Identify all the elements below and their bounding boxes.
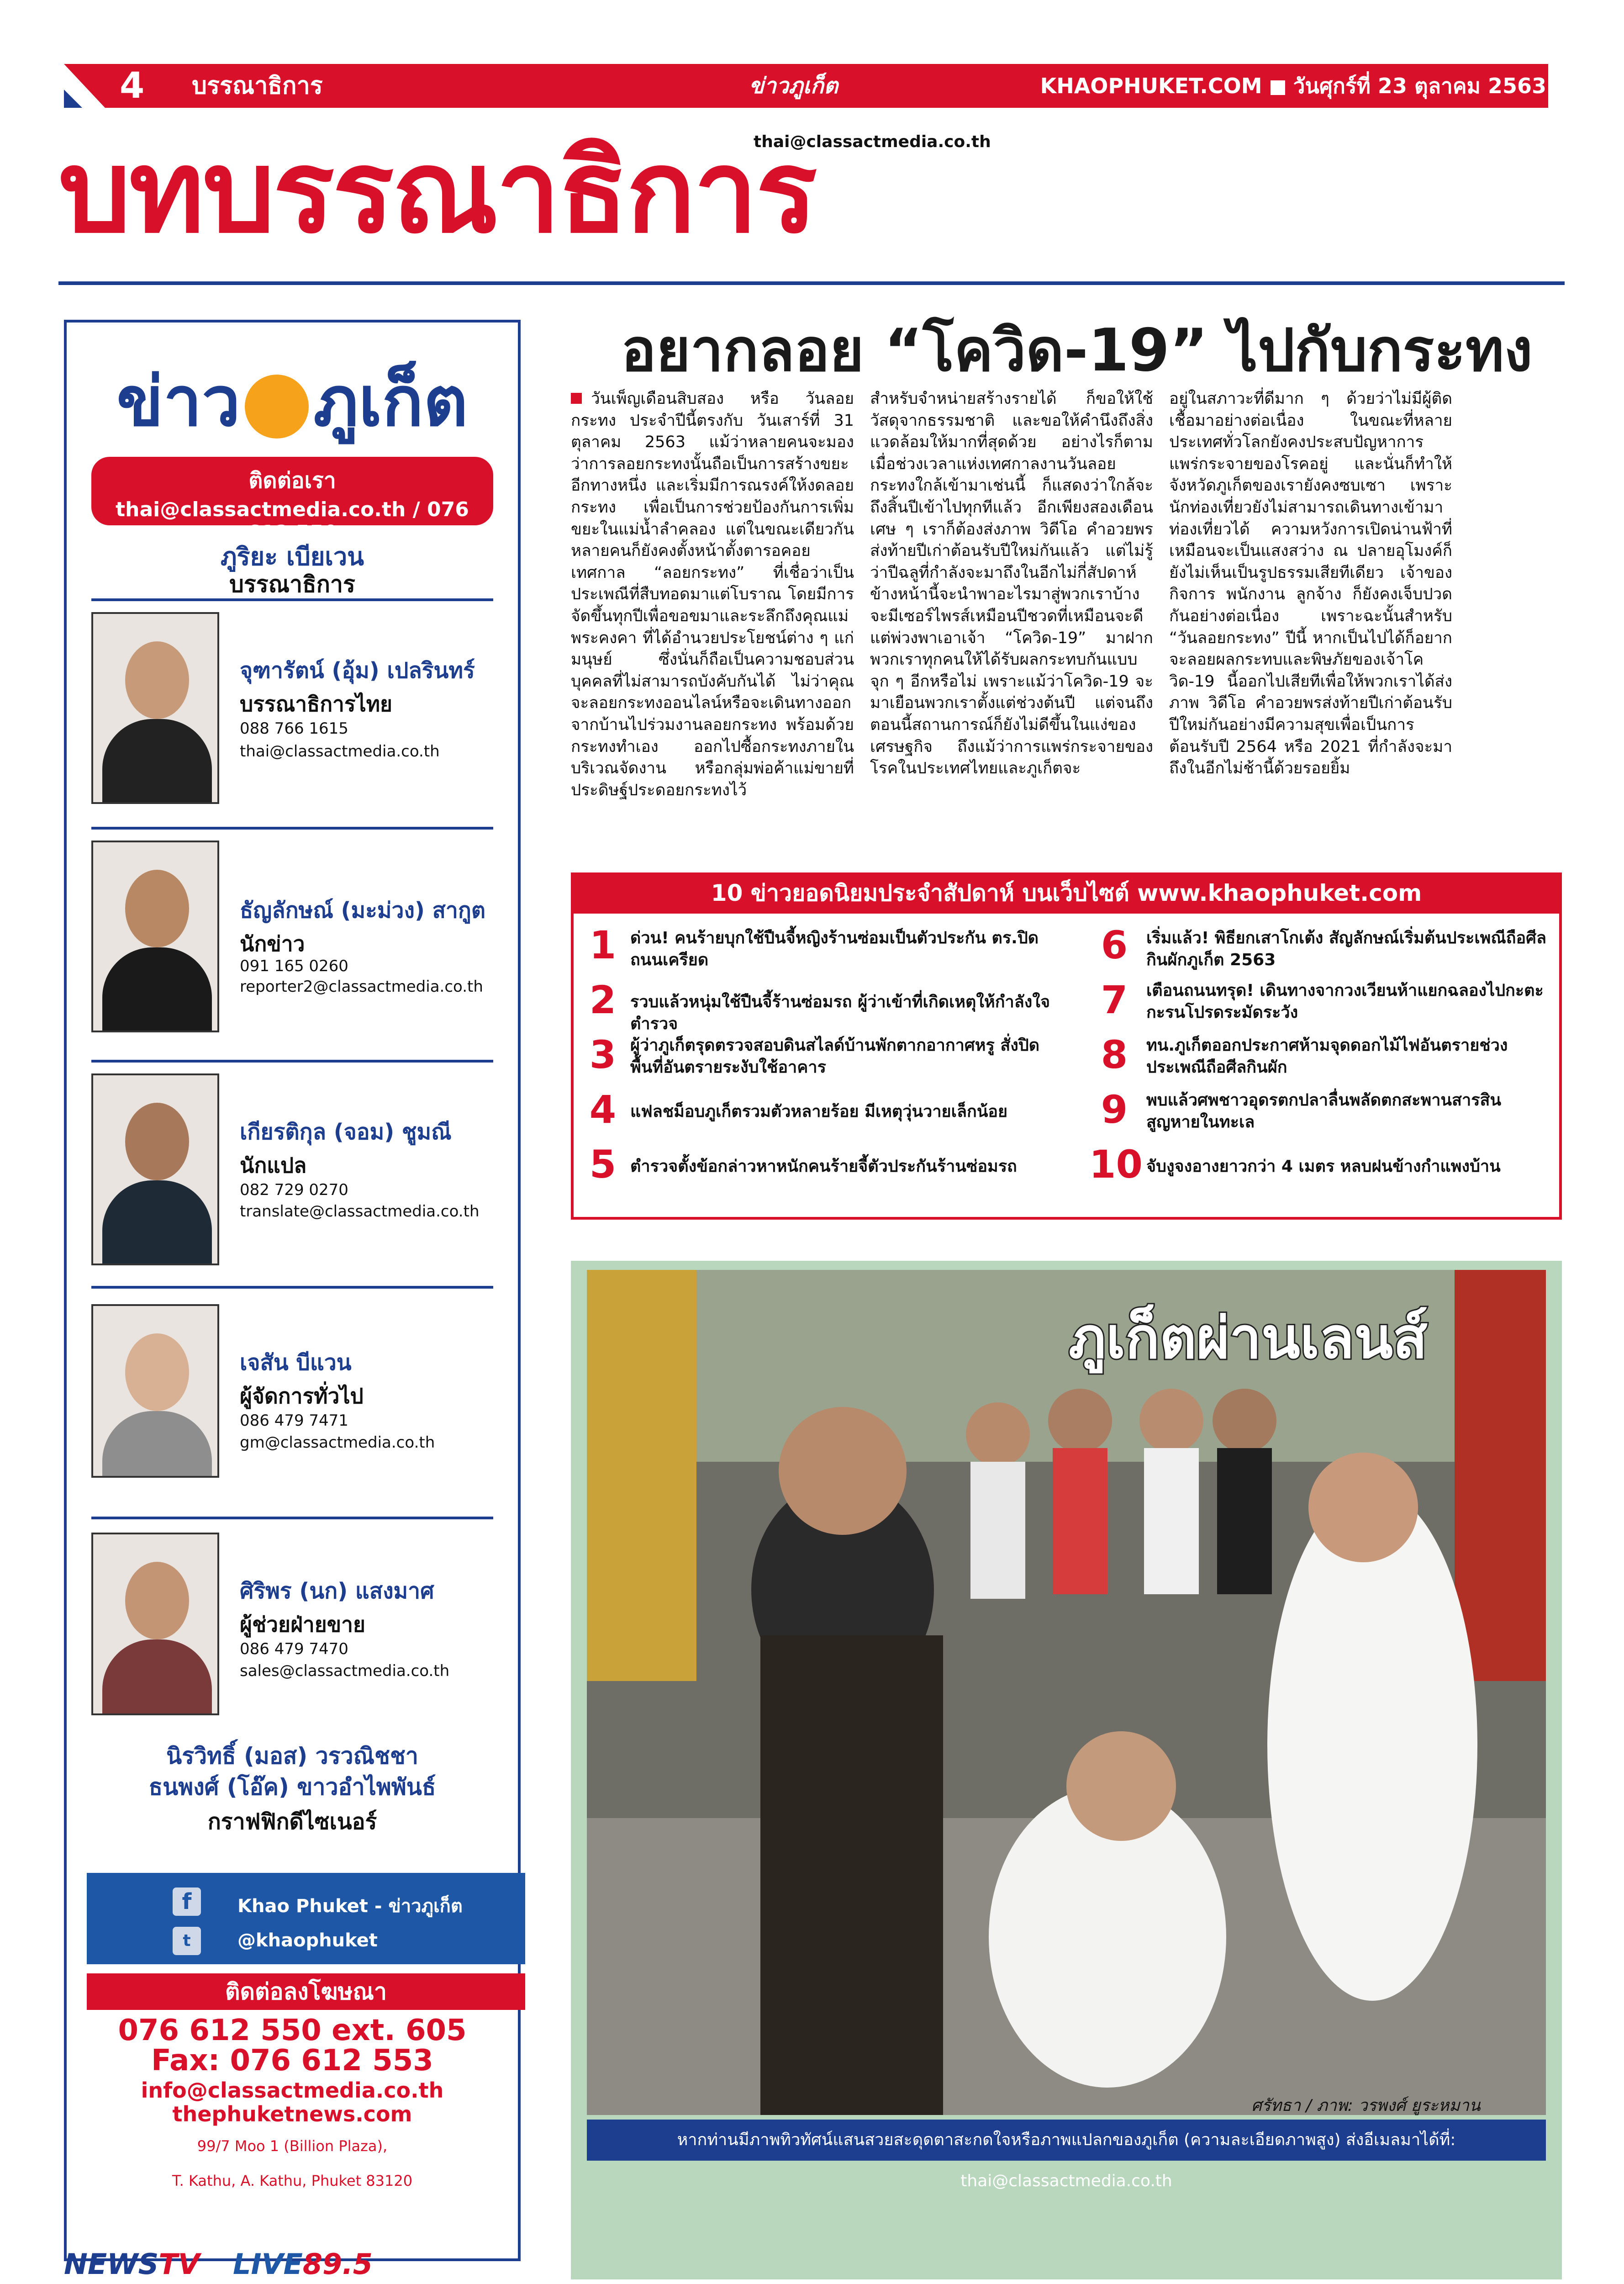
logo-text: TV (158, 2247, 200, 2281)
corner-flag-icon (64, 64, 105, 108)
top10-item[interactable]: ตำรวจตั้งข้อกล่าวหาหนักคนร้ายจี้ตัวประกันร้านซ่อมรถ (630, 1157, 1017, 1176)
rank-number: 8 (1101, 1032, 1128, 1077)
top10-item[interactable]: แฟลชม็อบภูเก็ตรวมตัวหลายร้อย มีเหตุวุ่นวายเล็กน้อย (630, 1102, 1008, 1121)
article-text: วันเพ็ญเดือนสิบสอง หรือ วันลอยกระทง ประจำปีนี้ตรงกับ วันเสาร์ที่ 31 ตุลาคม 2563 แม้ว่าหลายคนจะมองว่าการลอยกระทงนั้นถือเป็นการสร้างขยะอีกทางหนึ่ง และเริ่มมีการณรงค์ให้งดลอยกระทง เพื่อเป็นการช่วยป้องกันการเพิ่มขยะในแม่น้ำลำคลอง แต่ในขณะเดียวกันหลายคนก็ยังคงตั้งหน้าตั้งตารอคอยเทศกาล “ลอยกระทง” ที่เชื่อว่าเป็นประเพณีที่สืบทอดมาแต่โบราณ โดยมีการจัดขึ้นทุกปีเพื่อขอขมาและระลึกถึงคุณแม่พระคงคา ที่ได้อำนวยประโยชน์ต่าง ๆ แก่มนุษย์ ซึ่งนั่นก็ถือเป็นความชอบส่วนบุคคลที่ไม่สามารถบังคับกันได้ ไม่ว่าคุณจะลอยกระทงออนไลน์หรือจะเดินทางออกจากบ้านไปร่วมงานลอยกระทง พร้อมด้วยกระทงทำเอง ออกไปซื้อกระทงภายในบริเวณจัดงาน หรือกลุ่มพ่อค้าแม่ขายที่ประดิษฐ์ประดอยกระทงไว้ (571, 390, 854, 799)
top10-item[interactable]: พบแล้วศพชาวอุดรตกปลาลื่นพลัดตกสะพานสารสินสูญหายในทะเล (1146, 1091, 1502, 1131)
top10-item[interactable]: เตือนถนนทรุด! เดินทางจากวงเวียนห้าแยกฉลองไปกะตะกะรนโปรดระมัดระวัง (1146, 981, 1544, 1022)
facebook-link[interactable]: Khao Phuket - ข่าวภูเก็ต (237, 1896, 463, 1917)
staff-name: เกียรติกุล (จอม) ชูมณี (240, 1119, 452, 1145)
photo-title: ภูเก็ตผ่านเลนส์ (1069, 1306, 1428, 1371)
staff-email[interactable]: thai@classactmedia.co.th (240, 742, 440, 761)
ad-website[interactable]: thephuketnews.com (172, 2102, 412, 2126)
staff-phone: 091 165 0260 (240, 957, 348, 975)
staff-email[interactable]: translate@classactmedia.co.th (240, 1202, 480, 1221)
section-label: บรรณาธิการ (192, 72, 323, 100)
issue-date: วันศุกร์ที่ 23 ตุลาคม 2563 (1293, 74, 1546, 98)
staff-name: เจสัน บีแวน (240, 1350, 352, 1375)
newstv-logo (64, 2247, 200, 2281)
rank-number: 3 (589, 1032, 617, 1077)
ad-phone[interactable]: 076 612 550 ext. 605 (118, 2014, 467, 2047)
ad-fax: Fax: 076 612 553 (151, 2044, 433, 2078)
festival-photo (587, 1270, 1546, 2115)
contact-heading: ติดต่อเรา (248, 468, 336, 493)
ad-links (64, 2078, 521, 2126)
rank-number: 2 (589, 978, 617, 1022)
staff-email[interactable]: gm@classactmedia.co.th (240, 1433, 435, 1452)
logo-text: 89.5 (302, 2247, 373, 2281)
title-rule (58, 281, 1565, 285)
editor-name: ภูริยะ เบียเวน (220, 542, 364, 571)
rank-number: 4 (589, 1087, 617, 1132)
ad-email[interactable]: info@classactmedia.co.th (141, 2078, 444, 2103)
top10-item[interactable]: จับงูจงอางยาวกว่า 4 เมตร หลบฝนข้างกำแพงบ้าน (1146, 1157, 1501, 1176)
divider (91, 1060, 493, 1063)
staff-name: จุฑารัตน์ (อุ้ม) เปลรินทร์ (240, 658, 475, 683)
twitter-icon[interactable]: t (173, 1927, 201, 1955)
staff-photo (91, 841, 219, 1032)
logo-text: NEWS (64, 2247, 159, 2281)
ad-contact (64, 2015, 521, 2076)
editor-role: บรรณาธิการ (229, 571, 355, 597)
top10-item[interactable]: ด่วน! คนร้ายบุกใช้ปืนจี้หญิงร้านซ่อมเป็นตัวประกัน ตร.ปิดถนนเครียด (630, 929, 1039, 969)
staff-name: ธัญลักษณ์ (มะม่วง) สากูต (240, 898, 486, 923)
divider (91, 1286, 493, 1289)
designer-role: กราฟฟิกดีไซเนอร์ (207, 1809, 377, 1835)
staff-email[interactable]: sales@classactmedia.co.th (240, 1662, 450, 1680)
designer-name: ธนพงศ์ (โอ๊ค) ขาวอำไพพันธ์ (148, 1774, 436, 1800)
brand-logo (64, 347, 521, 456)
staff-phone: 088 766 1615 (240, 719, 348, 738)
article-column-2: สำหรับจำหน่ายสร้างรายได้ ก็ขอให้ใช้วัสดุจากธรรมชาติ และขอให้คำนึงถึงสิ่งแวดล้อมให้มากที่สุดด้วย อย่างไรก็ตาม เมื่อช่วงเวลาแห่งเทศกาลงานวันลอยกระทงใกล้เข้ามาเช่นนี้ ก็แสดงว่าใกล้จะถึงสิ้นปีเข้าไปทุกทีแล้ว อีกเพียงสองเดือนเศษ ๆ เราก็ต้องส่งภาพ วิดีโอ คำอวยพรส่งท้ายปีเก่าต้อนรับปีใหม่กันแล้ว แต่ไม่รู้ว่าปีฉลูที่กำลังจะมาถึงในอีกไม่กี่สัปดาห์ข้างหน้านี้จะนำพาอะไรมาสู่พวกเราบ้าง จะมีเซอร์ไพรส์เหมือนปีชวดที่เหมือนจะดีแต่พ่วงพาเอาเจ้า “โควิด-19” มาฝากพวกเราทุกคนให้ได้รับผลกระทบกันแบบจุก ๆ อีกหรือไม่ เพราะแม้ว่าโควิด-19 จะมาเยือนพวกเราตั้งแต่ช่วงต้นปี แต่จนถึงตอนนี้สถานการณ์ก็ยังไม่ดีขึ้นในแง่ของเศรษฐกิจ ถึงแม้ว่าการแพร่กระจายของโรคในประเทศไทยและภูเก็ตจะ (870, 390, 1153, 778)
staff-role: บรรณาธิการไทย (240, 692, 392, 716)
ad-address (64, 2129, 521, 2198)
staff-role: ผู้ช่วยฝ่ายขาย (240, 1612, 365, 1637)
bar-logo: ข่าวภูเก็ต (749, 73, 838, 99)
live-radio-logo (233, 2247, 373, 2281)
designers (64, 1740, 521, 1803)
contact-value[interactable]: thai@classactmedia.co.th / 076 612 550 (116, 498, 469, 545)
rank-number: 6 (1101, 923, 1128, 968)
contact-box (91, 457, 493, 545)
twitter-link[interactable]: @khaophuket (237, 1930, 378, 1951)
facebook-icon[interactable]: f (173, 1887, 201, 1916)
rank-number: 5 (589, 1142, 617, 1187)
brand-word-2: ภูเก็ต (313, 362, 468, 442)
staff-role: นักข่าว (240, 931, 305, 956)
logo-text: LIVE (233, 2247, 303, 2281)
top10-item[interactable]: รวบแล้วหนุ่มใช้ปืนจี้ร้านซ่อมรถ ผู้ว่าเข้าที่เกิดเหตุให้กำลังใจตำรวจ (630, 993, 1050, 1033)
top10-heading: 10 ข่าวยอดนิยมประจำสัปดาห์ บนเว็บไซต์ www.khaophuket.com (571, 872, 1562, 914)
address-line: T. Kathu, A. Kathu, Phuket 83120 (172, 2172, 413, 2189)
staff-photo (91, 1533, 219, 1715)
staff-phone: 082 729 0270 (240, 1181, 348, 1199)
photo-credit: ศรัทธา / ภาพ: วรพงศ์ ยูระหมาน (1251, 2096, 1481, 2115)
staff-photo (91, 1304, 219, 1478)
designer-name: นิรวิทธิ์ (มอส) วรวณิชชา (166, 1743, 418, 1769)
ad-heading: ติดต่อลงโฆษณา (87, 1973, 525, 2010)
article-headline: อยากลอย “โควิด-19” ไปกับกระทง (621, 317, 1533, 385)
rank-number: 1 (589, 923, 617, 968)
website-label[interactable]: KHAOPHUKET.COM (1040, 74, 1262, 98)
staff-box (64, 320, 521, 2261)
address-line: 99/7 Moo 1 (Billion Plaza), (197, 2137, 388, 2155)
rank-number: 7 (1101, 978, 1128, 1022)
palm-sun-icon (245, 375, 309, 439)
article-column-1 (571, 388, 854, 801)
top10-item[interactable]: เริ่มแล้ว! พิธียกเสาโกเต้ง สัญลักษณ์เริ่มต้นประเพณีถือศีลกินผักภูเก็ต 2563 (1146, 929, 1547, 969)
staff-photo (91, 612, 219, 804)
bullet-icon (571, 393, 582, 404)
divider (91, 1517, 493, 1519)
staff-phone: 086 479 7471 (240, 1412, 348, 1430)
staff-email[interactable]: reporter2@classactmedia.co.th (240, 978, 483, 996)
brand-word-1: ข่าว (116, 362, 241, 442)
rank-number: 9 (1101, 1087, 1128, 1132)
staff-phone: 086 479 7470 (240, 1640, 348, 1658)
divider (91, 598, 493, 601)
divider (91, 827, 493, 830)
page-title: บทบรรณาธิการ (58, 125, 816, 258)
top10-item[interactable]: ผู้ว่าภูเก็ตรุดตรวจสอบดินสไลด์บ้านพักตากอากาศหรู สั่งปิดพื้นที่อันตรายระงับใช้อาคาร (630, 1036, 1040, 1077)
page-number: 4 (120, 65, 145, 106)
staff-name: ศิริพร (นก) แสงมาศ (240, 1578, 434, 1604)
staff-photo (91, 1073, 219, 1265)
header-right (1040, 64, 1546, 108)
square-bullet-icon (1271, 80, 1285, 95)
rank-number: 10 (1089, 1142, 1143, 1187)
article-column-3: อยู่ในสภาวะที่ดีมาก ๆ ด้วยว่าไม่มีผู้ติดเชื้อมาอย่างต่อเนื่อง ในขณะที่หลายประเทศทั่วโลกยังคงประสบปัญหาการแพร่กระจายของโรคอยู่ และนั่นก็ทำให้จังหวัดภูเก็ตของเรายังคงซบเซา เพราะนักท่องเที่ยวยังไม่สามารถเดินทางเข้ามาท่องเที่ยวได้ ความหวังการเปิดน่านฟ้าที่เหมือนจะเป็นแสงสว่าง ณ ปลายอุโมงค์ก็ยังไม่เห็นเป็นรูปธรรมเสียทีเดียว เจ้าของกิจการ พนักงาน ลูกจ้าง ก็ยังคงเจ็บปวดกันอย่างต่อเนื่อง เพราะฉะนั้นสำหรับ “วันลอยกระทง” ปีนี้ หากเป็นไปได้ก็อยากจะลอยผลกระทบและพิษภัยของเจ้าโควิด-19 นี้ออกไปเสียทีเพื่อให้พวกเราได้ส่งภาพ วิดีโอ คำอวยพรส่งท้ายปีเก่าต้อนรับปีใหม่กันอย่างมีความสุขเพื่อเป็นการต้อนรับปี 2564 หรือ 2021 ที่กำลังจะมาถึงในอีกไม่ช้านี้ด้วยรอยยิ้ม (1169, 390, 1452, 778)
photo-caption: หากท่านมีภาพทิวทัศน์แสนสวยสะดุดตาสะกดใจหรือภาพแปลกของภูเก็ต (ความละเอียดภาพสูง) ส่งอีเมลมาได้ที่: thai@classactmedia.co.th (587, 2120, 1546, 2161)
top10-item[interactable]: ทน.ภูเก็ตออกประกาศห้ามจุดดอกไม้ไฟอันตรายช่วงประเพณีถือศีลกินผัก (1146, 1036, 1508, 1077)
editorial-email[interactable]: thai@classactmedia.co.th (754, 132, 991, 151)
staff-role: นักแปล (240, 1153, 307, 1178)
staff-role: ผู้จัดการทั่วไป (240, 1384, 364, 1408)
